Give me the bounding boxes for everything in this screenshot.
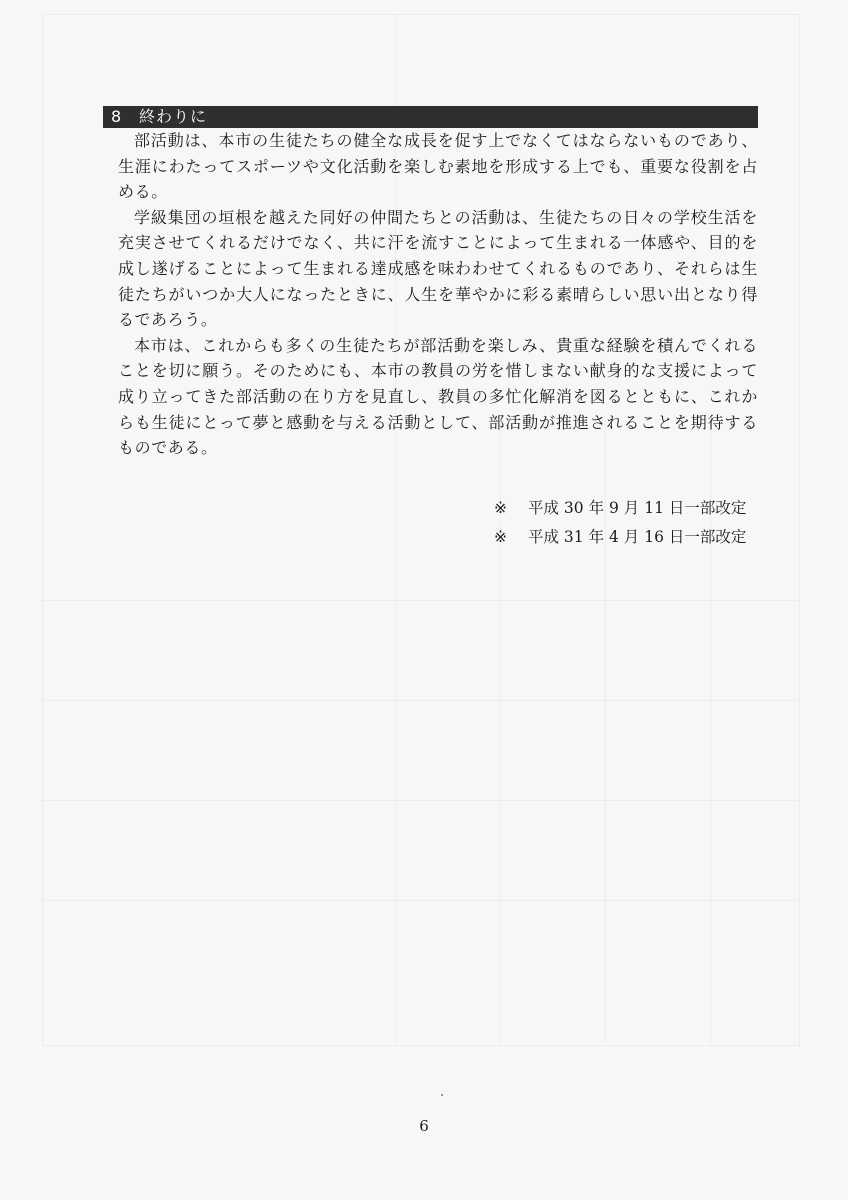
bleed-through-rule <box>42 700 798 701</box>
revision-note <box>494 523 746 552</box>
reference-mark: ※ <box>494 499 507 517</box>
bleed-through-rule <box>42 900 798 901</box>
reference-mark: ※ <box>494 528 507 546</box>
section-heading <box>103 106 758 128</box>
revision-note <box>494 494 746 523</box>
bleed-through-rule <box>42 600 798 601</box>
revision-text: 平成 30 年 9 月 11 日一部改定 <box>528 499 747 517</box>
revision-text: 平成 31 年 4 月 16 日一部改定 <box>528 528 747 546</box>
paragraph: 学級集団の垣根を越えた同好の仲間たちとの活動は、生徒たちの日々の学校生活を充実させてくれるだけでなく、共に汗を流すことによって生まれる一体感や、目的を成し遂げることによって生まれる達成感を味わわせてくれるものであり、それらは生徒たちがいつか大人になったときに、人生を華やかに彩る素晴らしい思い出となり得るであろう。 <box>118 207 758 330</box>
closing-body <box>118 128 758 461</box>
section-number: 8 <box>111 107 123 126</box>
section-title: 終わりに <box>139 107 208 126</box>
paragraph: 部活動は、本市の生徒たちの健全な成長を促す上でなくてはならないものであり、生涯にわたってスポーツや文化活動を楽しむ素地を形成する上でも、重要な役割を占める。 <box>118 131 758 202</box>
paragraph: 本市は、これからも多くの生徒たちが部活動を楽しみ、貴重な経験を積んでくれることを切に願う。そのためにも、本市の教員の労を惜しまない献身的な支援によって成り立ってきた部活動の在り方を見直し、教員の多忙化解消を図るとともに、これからも生徒にとって夢と感動を与える活動として、部活動が推進されることを期待するものである。 <box>118 335 758 458</box>
page-number: 6 <box>419 1117 429 1135</box>
revision-notes <box>494 494 746 552</box>
bleed-through-rule <box>42 800 798 801</box>
stray-dot <box>441 1094 443 1096</box>
